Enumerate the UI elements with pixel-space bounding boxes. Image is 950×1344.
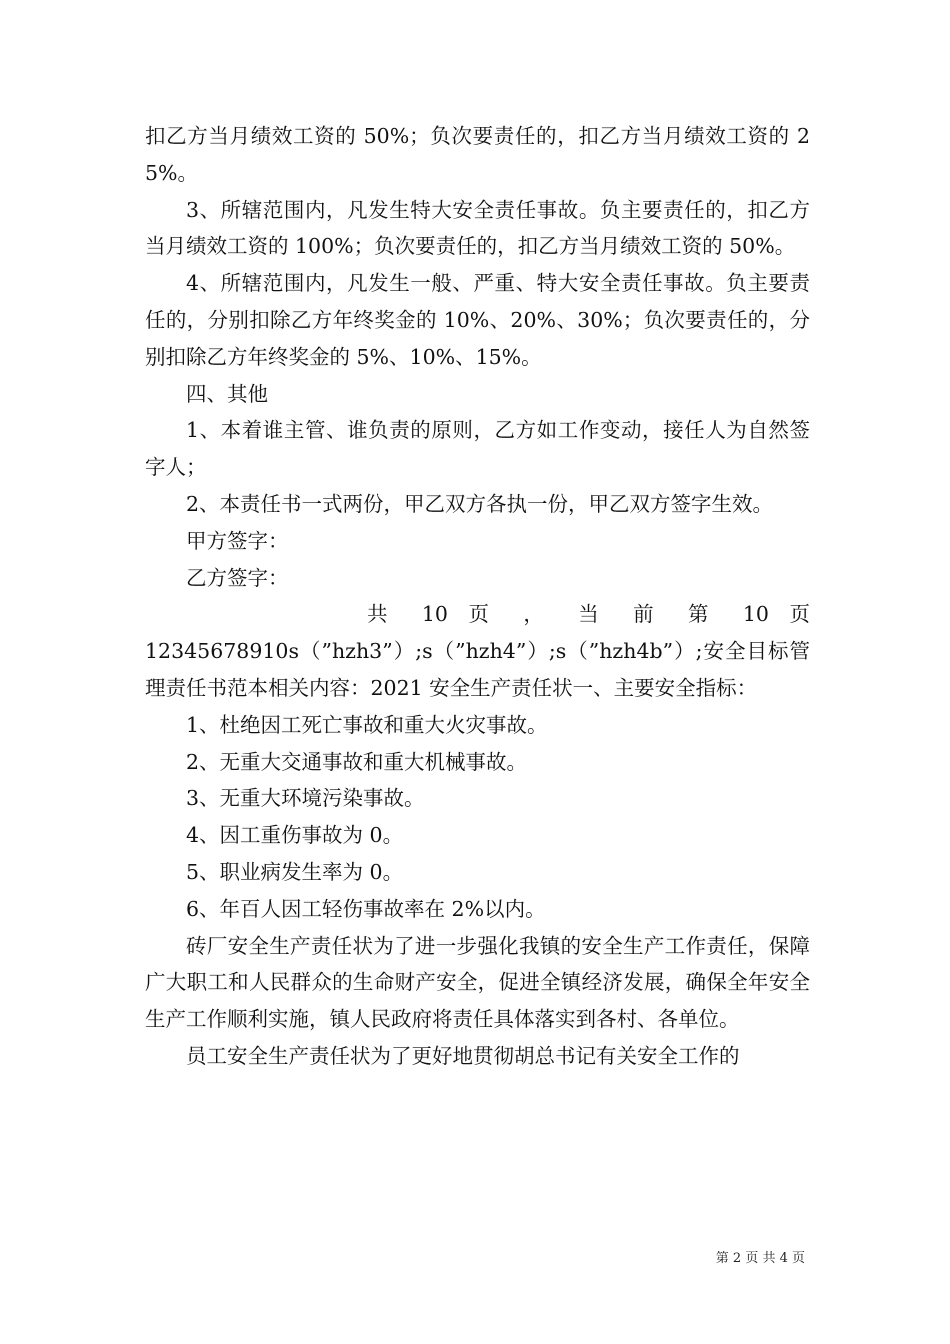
paragraph-3: 4、所辖范围内，凡发生一般、严重、特大安全责任事故。负主要责任的，分别扣除乙方年终奖金的 10%、20%、30%；负次要责任的，分别扣除乙方年终奖金的 5%、10%、15%。 <box>145 271 810 369</box>
page-info-part: 页 <box>468 602 503 627</box>
target-item-4: 4、因工重伤事故为 0。 <box>186 823 404 848</box>
page-info-part: 10 <box>742 602 769 627</box>
page-number-footer: 第 2 页 共 4 页 <box>715 1251 805 1266</box>
page-info-spread <box>145 596 810 633</box>
page-info-tail: 12345678910s（”hzh3”）;s（”hzh4”）;s（”hzh4b”）;安全目标管理责任书范本相关内容：2021 安全生产责任状一、主要安全指标： <box>145 639 810 700</box>
paragraph-brick-factory: 砖厂安全生产责任状为了进一步强化我镇的安全生产工作责任，保障广大职工和人民群众的生命财产安全，促进全镇经济发展，确保全年安全生产工作顺利实施，镇人民政府将责任具体落实到各村、各单位。 <box>145 933 810 1032</box>
section-heading-other: 四、其他 <box>186 381 268 406</box>
target-item-5: 5、职业病发生率为 0。 <box>186 859 404 884</box>
page-info-part: 共 <box>367 602 402 627</box>
target-item-2: 2、无重大交通事故和重大机械事故。 <box>186 749 528 774</box>
paragraph-2: 3、所辖范围内，凡发生特大安全责任事故。负主要责任的，扣乙方当月绩效工资的 100%；负次要责任的，扣乙方当月绩效工资的 50%。 <box>145 197 810 259</box>
paragraph-other-1: 1、本着谁主管、谁负责的原则，乙方如工作变动，接任人为自然签字人； <box>145 418 810 480</box>
paragraph-employee: 员工安全生产责任状为了更好地贯彻胡总书记有关安全工作的 <box>186 1043 740 1068</box>
page-info-part: 页 <box>789 602 810 627</box>
page-info-part: ， <box>523 602 558 627</box>
page-info-part: 10 <box>421 602 448 627</box>
page-info-part: 当 <box>578 602 613 627</box>
page-info-part: 第 <box>688 602 723 627</box>
paragraph-other-2: 2、本责任书一式两份，甲乙双方各执一份，甲乙双方签字生效。 <box>186 491 774 516</box>
target-item-6: 6、年百人因工轻伤事故率在 2%以内。 <box>186 896 546 921</box>
document-body <box>145 118 810 1075</box>
page-info-part: 前 <box>633 602 668 627</box>
party-b-signature: 乙方签字： <box>186 565 289 590</box>
paragraph-1: 扣乙方当月绩效工资的 50%；负次要责任的，扣乙方当月绩效工资的 25%。 <box>145 124 810 185</box>
target-item-3: 3、无重大环境污染事故。 <box>186 786 425 811</box>
party-a-signature: 甲方签字： <box>186 528 289 553</box>
page-info-paragraph <box>145 596 810 706</box>
target-item-1: 1、杜绝因工死亡事故和重大火灾事故。 <box>186 712 548 737</box>
